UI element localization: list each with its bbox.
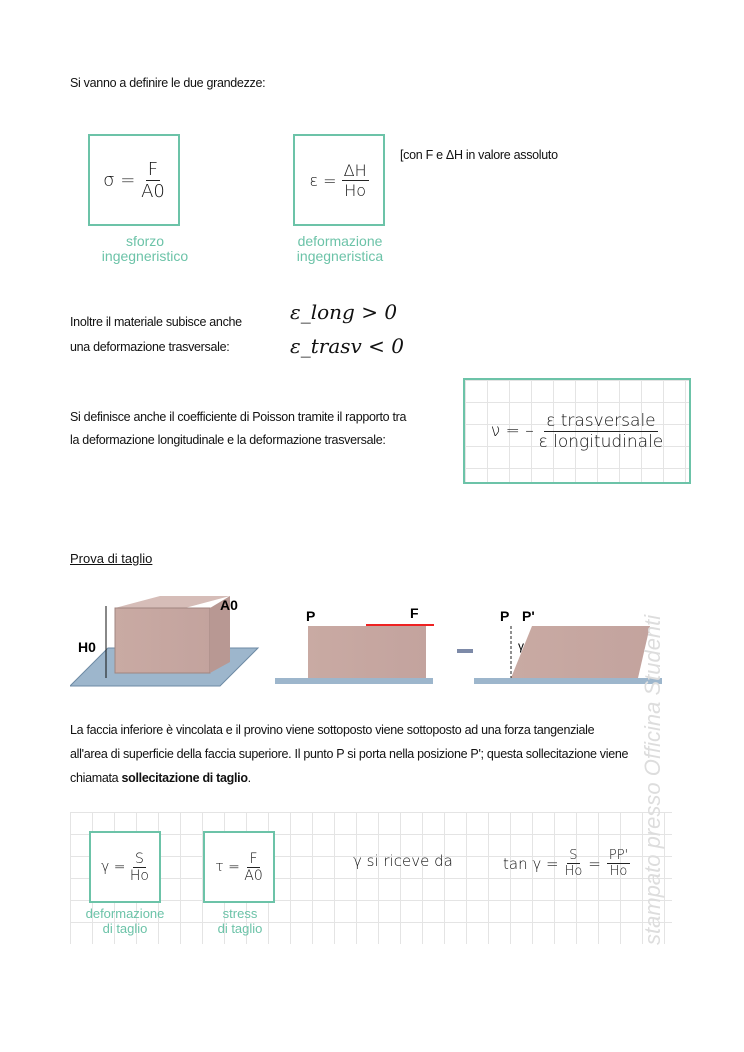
tan-den2: Ho [609,864,628,879]
block-top [115,596,230,608]
a0-label: A0 [220,597,238,613]
strain-lhs: ε = [309,170,337,190]
abs-value-note: [con F e ΔH in valore assoluto [400,148,558,162]
tan-eq: = [588,854,601,873]
g-den: Ho [129,867,149,884]
t-l2: di taglio [217,921,263,936]
tan-formula [503,848,630,879]
shear-stress-label [190,906,290,936]
eps-long: ε_long > 0 [290,300,398,324]
h0-label: H0 [78,639,96,655]
p-label: P [306,608,316,624]
para-line-3: chiamata sollecitazione di taglio. [70,771,251,785]
strain-den: Ho [344,180,367,200]
sheared-block [511,626,650,678]
transition-arrow-icon [457,649,473,653]
t-num: F [249,850,258,867]
stress-den: A0 [141,180,165,202]
block-front [115,608,210,673]
shear-stress-box [203,831,275,903]
poisson-formula-box [463,378,691,484]
shear-strain-box [89,831,161,903]
stress-label-1: sforzo [125,233,165,249]
gamma-text: γ si riceve da [353,852,453,870]
poisson-text-2: la deformazione longitudinale e la deformazione trasversale: [70,433,386,447]
g-num: S [135,850,144,867]
intro-text: Si vanno a definire le due grandezze: [70,76,266,90]
poisson-den: ε longitudinale [538,431,664,452]
g-lhs: γ = [100,859,126,875]
eps-trasv: ε_trasv < 0 [290,334,405,358]
trans-text-1: Inoltre il materiale subisce anche [70,315,242,329]
stress-label-2: ingegneristico [101,248,189,264]
stress-formula-box [88,134,180,226]
t-lhs: τ = [215,859,240,875]
para-last: chiamata [70,771,122,785]
tan-num: S [569,848,578,863]
strain-label-2: ingegneristica [296,248,384,264]
poisson-num: ε trasversale [546,410,656,431]
shear-strain-label [75,906,175,936]
strain-formula-box [293,134,385,226]
watermark: stampato presso Officina Studenti [640,614,665,945]
t-den: A0 [244,867,263,884]
poisson-text-1: Si definisce anche il coefficiente di Poisson tramite il rapporto tra [70,410,407,424]
g-l2: di taglio [102,921,148,936]
gamma-label: γ [518,639,524,653]
base-2 [275,678,433,684]
stress-label [80,234,210,264]
p-label-2: P [500,608,510,624]
tan-den: Ho [564,864,583,879]
stress-lhs: σ = [103,169,136,191]
t-l1: stress [222,906,258,921]
strain-label-1: deformazione [297,233,383,249]
trans-text-2: una deformazione trasversale: [70,340,230,354]
poisson-lhs: ν = – [490,421,534,441]
p-prime-label: P' [522,608,535,624]
tan-num2: PP' [608,848,629,863]
g-l1: deformazione [85,906,165,921]
para-bold: sollecitazione di taglio [121,771,248,785]
base-3 [474,678,662,684]
block-2 [308,626,426,678]
strain-num: ΔH [343,160,367,180]
f-label: F [410,605,419,621]
tan-lhs: tan γ = [503,854,559,873]
section-title: Prova di taglio [70,551,153,566]
para-line-1: La faccia inferiore è vincolata e il provino viene sottoposto viene sottoposto ad una forza tangenziale [70,723,595,737]
para-line-2: all'area di superficie della faccia superiore. Il punto P si porta nella posizione P'; questa sollecitazione viene [70,747,629,761]
shear-test-figure [70,576,670,696]
shear-formulas-area [70,812,672,944]
strain-label [270,234,410,264]
stress-num: F [147,158,159,180]
